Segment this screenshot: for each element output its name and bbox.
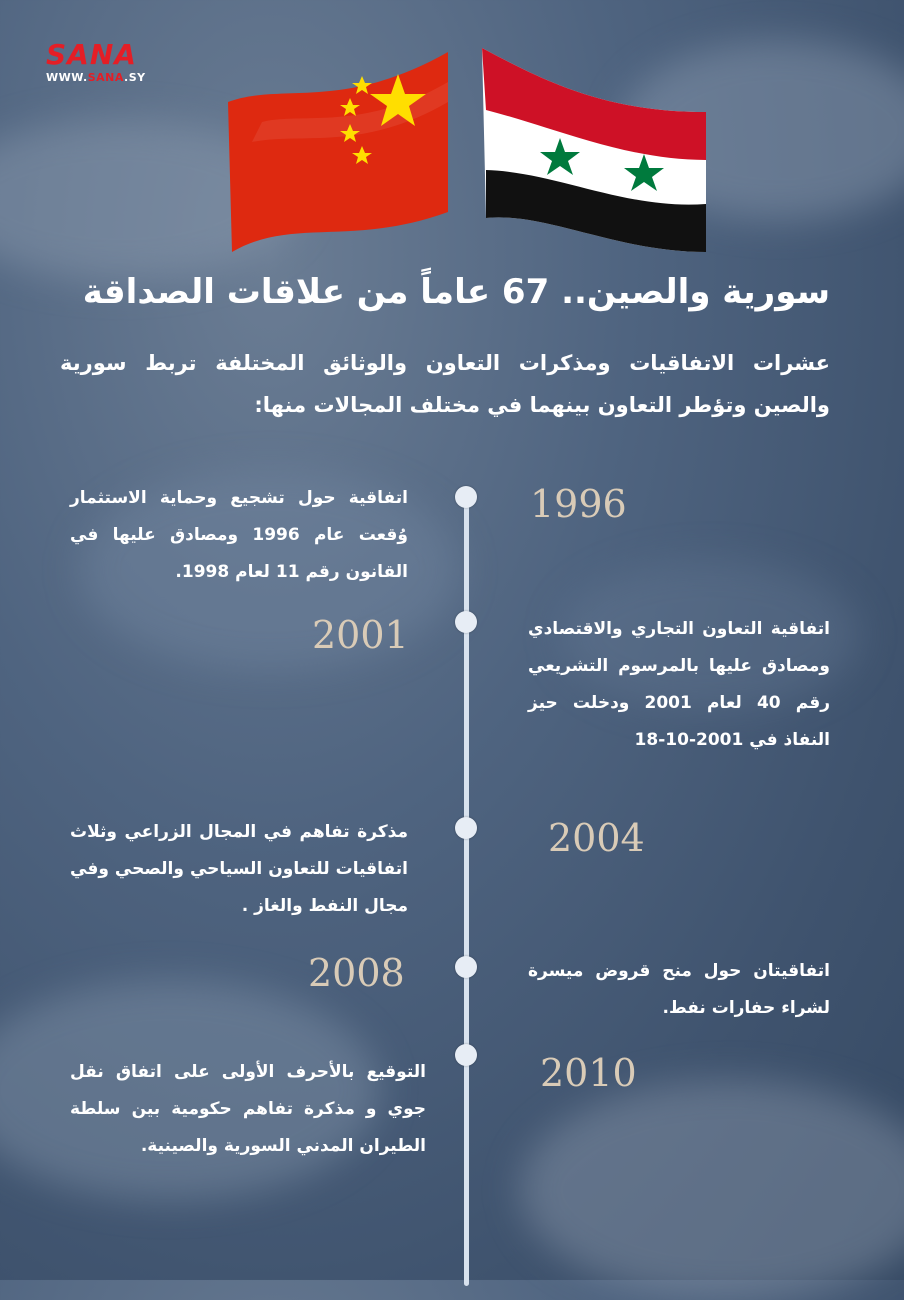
intro-text: عشرات الاتفاقيات ومذكرات التعاون والوثائق المختلفة تربط سورية والصين وتؤطر التعاون بينهما في مختلف المجالات منها: bbox=[60, 351, 830, 417]
page-title: سورية والصين.. 67 عاماً من علاقات الصداقة bbox=[82, 272, 830, 312]
timeline-entry: اتفاقية حول تشجيع وحماية الاستثمار وُقعت عام 1996 ومصادق عليها في القانون رقم 11 لعام 1998. bbox=[70, 488, 408, 582]
china-flag-icon bbox=[222, 42, 454, 254]
timeline-entry: مذكرة تفاهم في المجال الزراعي وثلاث اتفاقيات للتعاون السياحي والصحي وفي مجال النفط والغاز . bbox=[70, 822, 408, 916]
timeline-dot bbox=[455, 817, 477, 839]
timeline-year: 2004 bbox=[548, 816, 645, 860]
logo-url bbox=[46, 71, 196, 84]
logo-brand: SANA bbox=[46, 38, 137, 71]
timeline-entry: اتفاقية التعاون التجاري والاقتصادي ومصادق عليها بالمرسوم التشريعي رقم 40 لعام 2001 ودخلت حيز النفاذ في 2001-10-18 bbox=[528, 619, 830, 750]
timeline-entry: التوقيع بالأحرف الأولى على اتفاق نقل جوي و مذكرة تفاهم حكومية بين سلطة الطيران المدني السورية والصينية. bbox=[70, 1062, 426, 1156]
timeline-dot bbox=[455, 1044, 477, 1066]
timeline-dot bbox=[455, 486, 477, 508]
timeline-year: 2010 bbox=[540, 1051, 637, 1095]
logo-url-brand: SANA bbox=[87, 71, 125, 84]
syria-flag-icon bbox=[476, 42, 712, 256]
timeline-entry: اتفاقيتان حول منح قروض ميسرة لشراء حفارات نفط. bbox=[528, 961, 830, 1018]
cloud bbox=[520, 1080, 904, 1300]
logo-url-suffix: .SY bbox=[124, 71, 146, 84]
sana-logo bbox=[46, 40, 196, 84]
timeline-year: 2008 bbox=[308, 951, 405, 995]
timeline-dot bbox=[455, 956, 477, 978]
logo-url-prefix: WWW. bbox=[46, 71, 88, 84]
timeline-year: 2001 bbox=[312, 613, 409, 657]
timeline-dot bbox=[455, 611, 477, 633]
timeline-year: 1996 bbox=[530, 482, 627, 526]
